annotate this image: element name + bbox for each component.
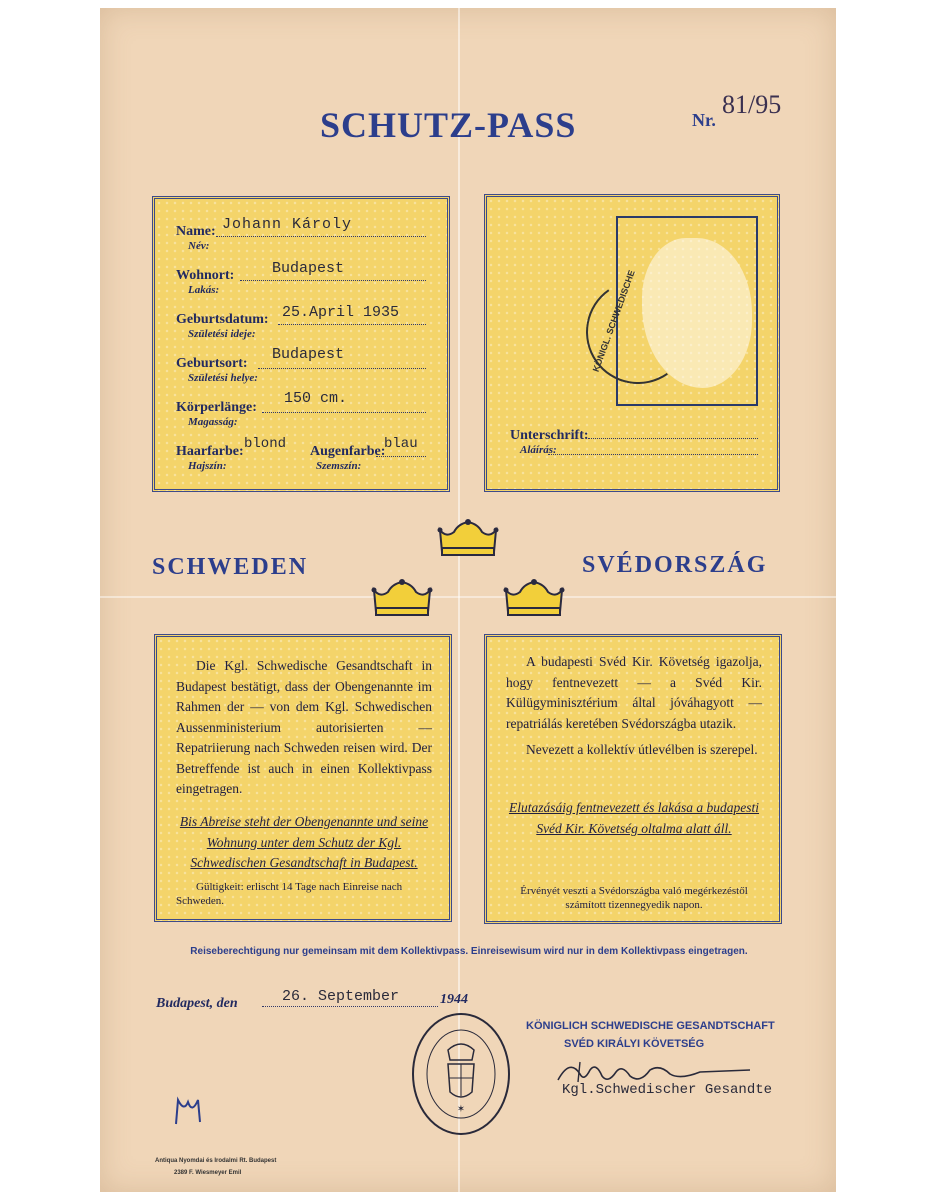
- german-validity: Gültigkeit: erlischt 14 Tage nach Einreise nach Schweden.: [176, 881, 403, 907]
- svg-text:✶: ✶: [456, 1104, 466, 1115]
- signature-label: Unterschrift:: [510, 428, 589, 443]
- birthplace-value: Budapest: [272, 346, 345, 363]
- photo-stamp-text: KÖNIGL. SCHWEDISCHE: [590, 268, 637, 374]
- residence-label: Wohnort:: [176, 268, 235, 283]
- printer-line-2: 2389 F. Wiesmeyer Emil: [174, 1170, 242, 1176]
- hungarian-paragraph-3: [506, 798, 762, 839]
- birthdate-value: 25.April 1935: [282, 304, 400, 321]
- birthdate-sublabel: Születési ideje:: [188, 328, 256, 340]
- number-label: Nr.: [692, 110, 716, 130]
- height-value: 150 cm.: [284, 390, 348, 407]
- residence-sublabel: Lakás:: [188, 284, 220, 296]
- hair-value: blond: [244, 436, 287, 452]
- residence-value: Budapest: [272, 260, 345, 277]
- signature-dotted-line: [588, 438, 758, 439]
- fold-line-horizontal: [100, 596, 836, 598]
- height-label: Körperlänge:: [176, 400, 257, 415]
- issue-date: 26. September: [282, 988, 400, 1005]
- name-dotted-line: [216, 236, 426, 237]
- name-sublabel: Név:: [188, 240, 210, 252]
- country-label-hungarian: SVÉDORSZÁG: [582, 552, 768, 578]
- hair-sublabel: Hajszín:: [188, 460, 227, 472]
- eye-sublabel: Szemszín:: [316, 460, 362, 472]
- hungarian-validity: Érvényét veszti a Svédországba való megérkezéstől számított tizennegyedik napon.: [520, 885, 748, 911]
- travel-notice: Reiseberechtigung nur gemeinsam mit dem Kollektivpass. Einreisewisum wird nur in dem Kollektivpass eingetragen.: [190, 946, 748, 957]
- issue-year: 1944: [440, 992, 468, 1007]
- residence-dotted-line: [240, 280, 426, 281]
- german-paragraph-1: Die Kgl. Schwedische Gesandtschaft in Budapest bestätigt, dass der Obengenannte im Rahmen der — von dem Kgl. Schwedischen Aussenministerium autorisierten — Repatriierung nach Schweden reisen wird. Der Betreffende ist auch in einen Kollektivpass eingetragen.: [176, 658, 432, 796]
- eye-value: blau: [384, 436, 418, 452]
- signature-sublabel: Aláírás:: [520, 444, 557, 456]
- printer-line-1: Antiqua Nyomdai és Irodalmi Rt. Budapest: [155, 1158, 277, 1164]
- name-label: Name:: [176, 224, 216, 239]
- hair-label: Haarfarbe:: [176, 444, 244, 459]
- name-value: Johann Károly: [222, 216, 353, 233]
- german-paragraph-2-text: Bis Abreise steht der Obengenannte und seine Wohnung unter dem Schutz der Kgl. Schwedischen Gesandtschaft in Budapest.: [179, 814, 429, 870]
- crown-icon-left: [370, 578, 434, 618]
- eye-label: Augenfarbe:: [310, 444, 386, 459]
- eye-dotted-line: [376, 456, 426, 457]
- height-dotted-line: [262, 412, 426, 413]
- crown-icon-right: [502, 578, 566, 618]
- birthplace-sublabel: Születési helye:: [188, 372, 258, 384]
- number-value: 81/95: [722, 90, 782, 119]
- hungarian-paragraph-2: Nevezett a kollektív útlevélben is szerepel.: [526, 742, 758, 757]
- german-paragraph-2: [176, 812, 432, 874]
- birthdate-dotted-line: [278, 324, 426, 325]
- signature-dotted-line-2: [548, 454, 758, 455]
- legation-name-german: KÖNIGLICH SCHWEDISCHE GESANDTSCHAFT: [526, 1020, 775, 1032]
- place-label: Budapest, den: [156, 996, 238, 1011]
- date-dotted-line: [262, 1006, 438, 1007]
- birthplace-label: Geburtsort:: [176, 356, 248, 371]
- birthplace-dotted-line: [258, 368, 426, 369]
- signatory-title: Kgl.Schwedischer Gesandte: [562, 1082, 773, 1098]
- birthdate-label: Geburtsdatum:: [176, 312, 269, 327]
- height-sublabel: Magasság:: [188, 416, 238, 428]
- country-label-german: SCHWEDEN: [152, 554, 309, 580]
- legation-seal: [410, 1010, 512, 1138]
- document-title: SCHUTZ-PASS: [320, 105, 577, 145]
- handwritten-initial: [170, 1094, 206, 1128]
- crown-icon-top: [436, 518, 500, 558]
- hungarian-paragraph-1: A budapesti Svéd Kir. Követség igazolja, hogy fentnevezett — a Svéd Kir. Külügyminisztérium által jóváhagyott — repatriálás keretében Svédországba utazik.: [506, 654, 762, 731]
- hungarian-paragraph-3-text: Elutazásáig fentnevezett és lakása a budapesti Svéd Kir. Követség oltalma alatt áll.: [508, 800, 760, 836]
- legation-name-hungarian: SVÉD KIRÁLYI KÖVETSÉG: [564, 1038, 705, 1050]
